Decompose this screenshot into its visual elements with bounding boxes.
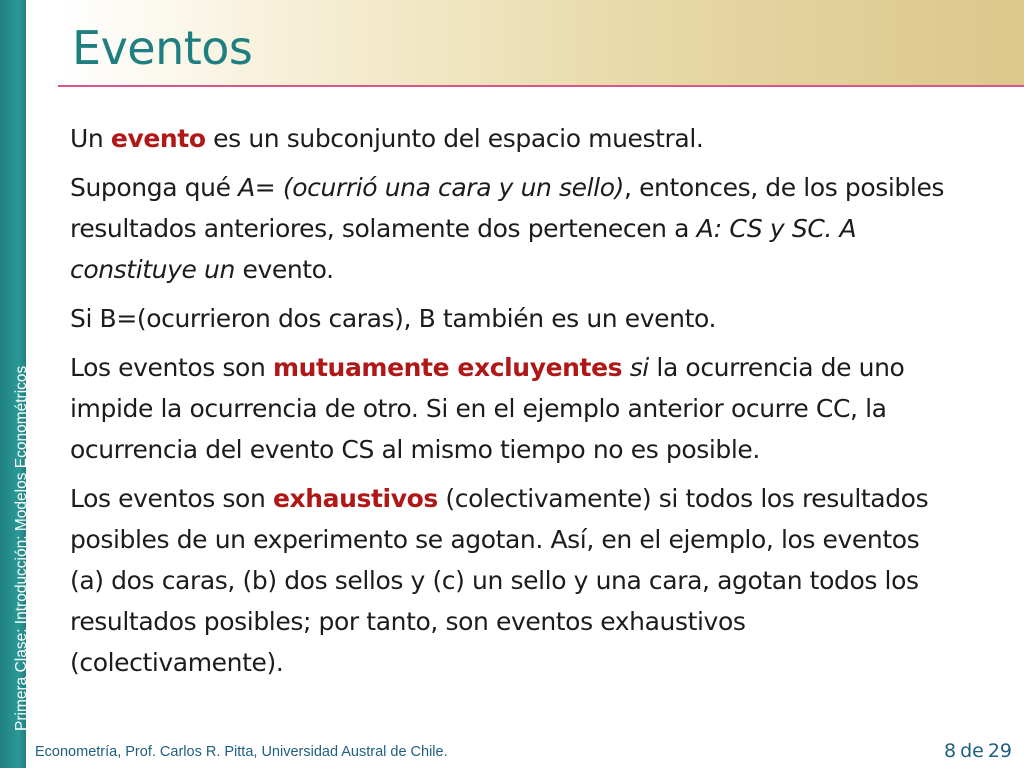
term-exhaustivos: exhaustivos bbox=[272, 484, 438, 513]
page-separator: de bbox=[960, 740, 984, 762]
paragraph-example-a bbox=[70, 167, 950, 290]
page-number bbox=[940, 740, 1012, 762]
paragraph-exhaustive bbox=[70, 478, 950, 683]
text-run: Si B=(ocurrieron dos caras), B también es un evento. bbox=[70, 304, 716, 333]
page-total: 29 bbox=[987, 740, 1012, 762]
slide-body bbox=[70, 118, 950, 691]
text-run: (colectivamente) si todos los resultados posibles de un experimento se agotan. Así, en el ejemplo, los eventos (a) dos caras, (b) dos sellos y (c) un sello y una cara, agotan todos los resultados posibles; por tanto, son eventos exhaustivos (colectivamente). bbox=[70, 484, 929, 677]
text-run: evento. bbox=[234, 255, 334, 284]
paragraph-example-b bbox=[70, 298, 950, 339]
slide-title: Eventos bbox=[72, 21, 253, 75]
text-run: la ocurrencia de uno impide la ocurrencia de otro. Si en el ejemplo anterior ocurre CC, la ocurrencia del evento CS al mismo tiempo no es posible. bbox=[70, 353, 905, 464]
text-run: Suponga qué bbox=[70, 173, 239, 202]
text-run bbox=[622, 353, 630, 382]
italic-run: si bbox=[629, 353, 649, 382]
footer-credit: Econometría, Prof. Carlos R. Pitta, Universidad Austral de Chile. bbox=[35, 744, 448, 760]
term-evento: evento bbox=[110, 124, 206, 153]
italic-run: A= (ocurrió una cara y un sello) bbox=[238, 173, 624, 202]
title-rule bbox=[58, 85, 1024, 87]
text-run: es un subconjunto del espacio muestral. bbox=[205, 124, 704, 153]
text-run: Los eventos son bbox=[70, 353, 273, 382]
corner-box bbox=[26, 50, 58, 86]
text-run: Los eventos son bbox=[70, 484, 273, 513]
italic-run: A: CS y SC. A constituye un bbox=[70, 214, 857, 284]
paragraph-evento-definition bbox=[70, 118, 950, 159]
text-run: , entonces, de los posibles resultados anteriores, solamente dos pertenecen a bbox=[70, 173, 945, 243]
text-run: Un bbox=[70, 124, 111, 153]
term-mutuamente-excluyentes: mutuamente excluyentes bbox=[272, 353, 623, 382]
page-current: 8 bbox=[943, 740, 957, 762]
paragraph-mutually-exclusive bbox=[70, 347, 950, 470]
sidebar-course-label: Primera Clase: Introducción: Modelos Econométricos bbox=[13, 365, 30, 731]
